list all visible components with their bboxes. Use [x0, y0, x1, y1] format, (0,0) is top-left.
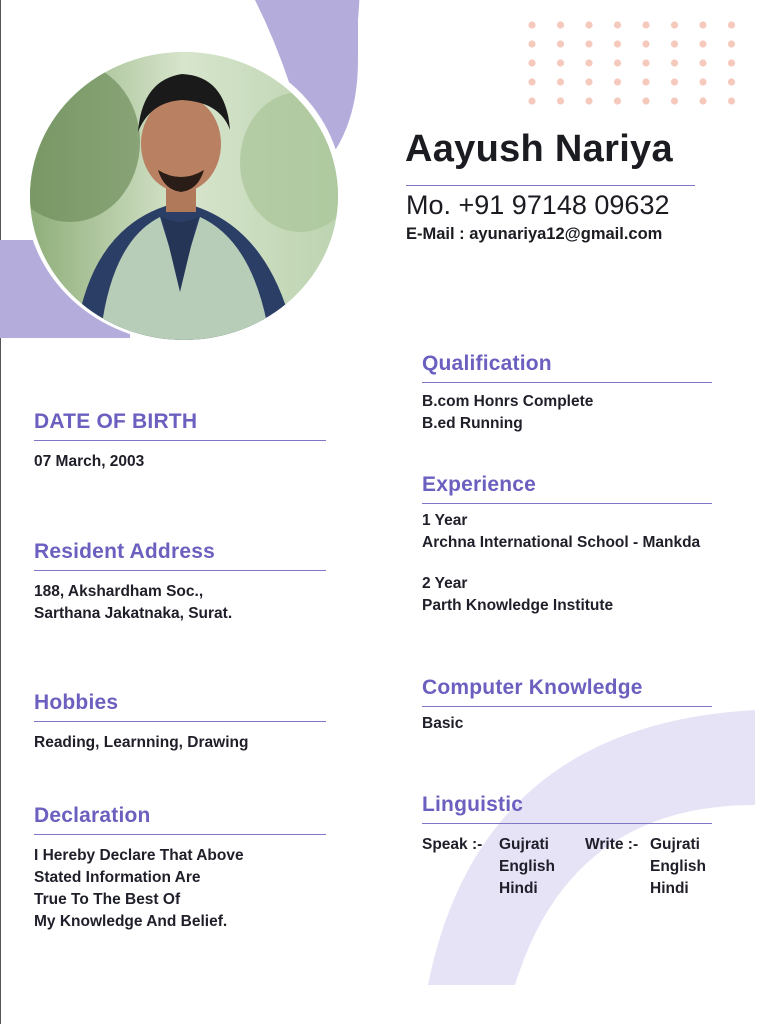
decor-dot [671, 97, 678, 104]
declaration-title: Declaration [34, 804, 151, 827]
dob-section [34, 410, 326, 473]
decor-dot [557, 97, 564, 104]
linguistic-section [422, 793, 712, 900]
qualification-line: B.ed Running [422, 415, 523, 432]
decor-dot [671, 59, 678, 66]
declaration-line: I Hereby Declare That Above [34, 847, 244, 864]
decor-dot [699, 40, 706, 47]
decor-dot [614, 21, 621, 28]
declaration-line: True To The Best Of [34, 891, 181, 908]
decor-dot [671, 21, 678, 28]
decor-dot [528, 78, 535, 85]
experience-title: Experience [422, 473, 537, 496]
decor-dot [642, 78, 649, 85]
hobbies-divider [34, 721, 326, 722]
decor-dot [671, 40, 678, 47]
declaration-line: Stated Information Are [34, 869, 201, 886]
dob-divider [34, 440, 326, 441]
qualification-divider [422, 382, 712, 383]
hobbies-title: Hobbies [34, 691, 119, 714]
write-language: Hindi [650, 880, 689, 897]
decor-dot [728, 59, 735, 66]
decor-dot [528, 59, 535, 66]
decor-dot [699, 78, 706, 85]
decor-dot [528, 21, 535, 28]
decor-dot [642, 59, 649, 66]
decor-dot [585, 21, 592, 28]
qualification-line: B.com Honrs Complete [422, 393, 594, 410]
declaration-line: My Knowledge And Belief. [34, 913, 228, 930]
experience-line: 2 Year [422, 575, 468, 592]
decor-dot [699, 97, 706, 104]
hobbies-value: Reading, Learnning, Drawing [34, 734, 249, 751]
decor-dot [728, 97, 735, 104]
speak-language: Gujrati [499, 836, 549, 853]
declaration-section [34, 804, 326, 933]
decor-dot [557, 78, 564, 85]
decor-dot [728, 78, 735, 85]
page-edge [0, 0, 1, 1024]
decor-dot [557, 59, 564, 66]
decor-dot [585, 59, 592, 66]
linguistic-divider [422, 823, 712, 824]
experience-line: 1 Year [422, 512, 468, 529]
mobile-number: Mo. +91 97148 09632 [406, 190, 670, 220]
candidate-name: Aayush Nariya [405, 128, 673, 170]
speak-language: English [499, 858, 555, 875]
email-address: E-Mail : ayunariya12@gmail.com [406, 225, 663, 243]
linguistic-title: Linguistic [422, 793, 524, 816]
profile-photo-illustration [30, 52, 338, 340]
hobbies-section [34, 691, 326, 754]
write-language: English [650, 858, 706, 875]
experience-line: Archna International School - Mankda [422, 534, 701, 551]
decor-dot [642, 21, 649, 28]
decor-dot [614, 59, 621, 66]
dot-grid-decoration [525, 18, 745, 108]
decor-dot [614, 40, 621, 47]
dob-title: DATE OF BIRTH [34, 410, 198, 433]
language-table [422, 834, 712, 900]
write-label: Write :- [585, 836, 639, 853]
speak-language: Hindi [499, 880, 538, 897]
dob-value: 07 March, 2003 [34, 453, 145, 470]
computer-value: Basic [422, 715, 464, 732]
decor-dot [557, 21, 564, 28]
decor-dot [585, 78, 592, 85]
experience-divider [422, 503, 712, 504]
decor-dot [614, 97, 621, 104]
write-language: Gujrati [650, 836, 700, 853]
address-line: Sarthana Jakatnaka, Surat. [34, 605, 233, 622]
decor-dot [699, 21, 706, 28]
address-line: 188, Akshardham Soc., [34, 583, 204, 600]
decor-dot [528, 97, 535, 104]
decor-dot [557, 40, 564, 47]
address-title: Resident Address [34, 540, 215, 563]
decor-dot [614, 78, 621, 85]
name-divider [406, 185, 695, 186]
decor-dot [585, 40, 592, 47]
qualification-title: Qualification [422, 352, 552, 375]
decor-dot [642, 97, 649, 104]
computer-section [422, 676, 712, 735]
profile-photo [30, 52, 338, 340]
experience-section [422, 473, 712, 617]
decor-dot [728, 21, 735, 28]
decor-dot [728, 40, 735, 47]
computer-title: Computer Knowledge [422, 676, 643, 699]
decor-dot [585, 97, 592, 104]
declaration-divider [34, 834, 326, 835]
address-section [34, 540, 326, 625]
experience-line: Parth Knowledge Institute [422, 597, 614, 614]
decor-dot [671, 78, 678, 85]
speak-label: Speak :- [422, 836, 483, 853]
decor-dot [642, 40, 649, 47]
qualification-section [422, 352, 712, 435]
computer-divider [422, 706, 712, 707]
decor-dot [528, 40, 535, 47]
decor-dot [699, 59, 706, 66]
address-divider [34, 570, 326, 571]
